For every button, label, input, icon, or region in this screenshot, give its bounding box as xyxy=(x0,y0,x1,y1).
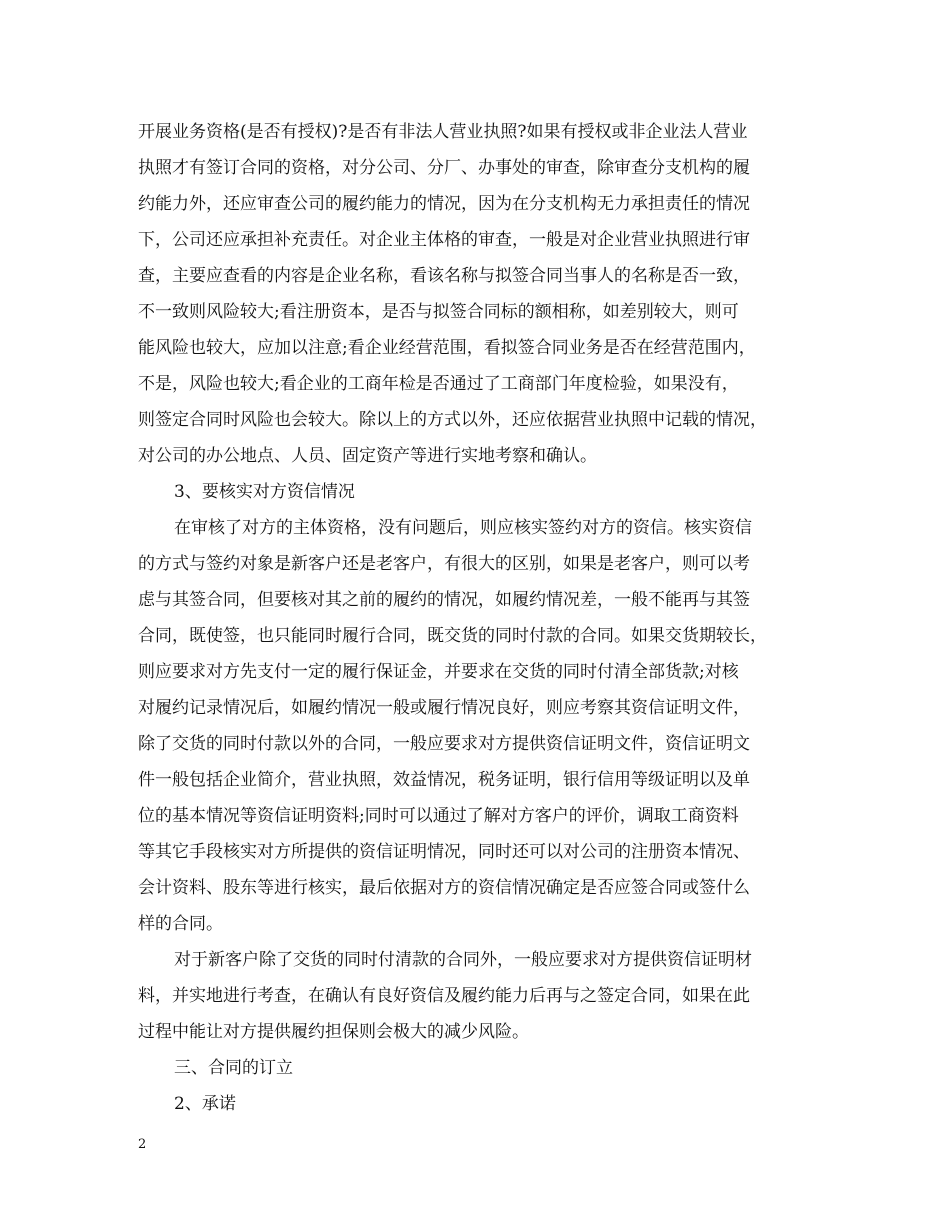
paragraph-line: 位的基本情况等资信证明资料;同时可以通过了解对方客户的评价，调取工商资料 xyxy=(138,806,739,826)
paragraph-line: 对于新客户除了交货的同时付清款的合同外，一般应要求对方提供资信证明材 xyxy=(174,950,752,970)
paragraph-line: 除了交货的同时付款以外的合同，一般应要求对方提供资信证明文件，资信证明文 xyxy=(138,734,750,754)
section-heading: 3、要核实对方资信情况 xyxy=(174,482,355,502)
paragraph-line: 对履约记录情况后，如履约情况一般或履行情况良好，则应考察其资信证明文件， xyxy=(138,698,750,718)
paragraph-line: 样的合同。 xyxy=(138,914,223,934)
page-number: 2 xyxy=(138,1137,147,1152)
paragraph-line: 约能力外，还应审查公司的履约能力的情况，因为在分支机构无力承担责任的情况 xyxy=(138,194,750,214)
section-heading: 三、合同的订立 xyxy=(174,1058,293,1078)
paragraph-line: 料，并实地进行考查，在确认有良好资信及履约能力后再与之签定合同，如果在此 xyxy=(138,986,750,1006)
paragraph-line: 则应要求对方先支付一定的履行保证金，并要求在交货的同时付清全部货款;对核 xyxy=(138,662,739,682)
paragraph-line: 则签定合同时风险也会较大。除以上的方式以外，还应依据营业执照中记载的情况， xyxy=(138,410,767,430)
paragraph-line: 下，公司还应承担补充责任。对企业主体格的审查，一般是对企业营业执照进行审 xyxy=(138,230,750,250)
paragraph-line: 不是，风险也较大;看企业的工商年检是否通过了工商部门年度检验，如果没有， xyxy=(138,374,739,394)
paragraph-line: 执照才有签订合同的资格，对分公司、分厂、办事处的审查，除审查分支机构的履 xyxy=(138,158,750,178)
paragraph-line: 过程中能让对方提供履约担保则会极大的减少风险。 xyxy=(138,1022,529,1042)
paragraph-line: 在审核了对方的主体资格，没有问题后，则应核实签约对方的资信。核实资信 xyxy=(174,518,752,538)
paragraph-line: 开展业务资格(是否有授权)?是否有非法人营业执照?如果有授权或非企业法人营业 xyxy=(138,122,748,142)
document-body xyxy=(138,114,828,1122)
paragraph-line: 对公司的办公地点、人员、固定资产等进行实地考察和确认。 xyxy=(138,446,597,466)
paragraph-line: 能风险也较大，应加以注意;看企业经营范围，看拟签合同业务是否在经营范围内， xyxy=(138,338,756,358)
section-heading: 2、承诺 xyxy=(174,1094,236,1114)
paragraph-line: 会计资料、股东等进行核实，最后依据对方的资信情况确定是否应签合同或签什么 xyxy=(138,878,750,898)
paragraph-line: 不一致则风险较大;看注册资本，是否与拟签合同标的额相称，如差别较大，则可 xyxy=(138,302,739,322)
paragraph-line: 虑与其签合同，但要核对其之前的履约的情况，如履约情况差，一般不能再与其签 xyxy=(138,590,750,610)
body-paragraph xyxy=(138,942,828,1050)
paragraph-line: 的方式与签约对象是新客户还是老客户，有很大的区别，如果是老客户，则可以考 xyxy=(138,554,750,574)
paragraph-line: 查，主要应查看的内容是企业名称，看该名称与拟签合同当事人的名称是否一致， xyxy=(138,266,750,286)
paragraph-line: 件一般包括企业简介，营业执照，效益情况，税务证明，银行信用等级证明以及单 xyxy=(138,770,750,790)
paragraph-line: 合同，既使签，也只能同时履行合同，既交货的同时付款的合同。如果交货期较长， xyxy=(138,626,767,646)
body-paragraph xyxy=(138,510,828,942)
paragraph-line: 等其它手段核实对方所提供的资信证明情况，同时还可以对公司的注册资本情况、 xyxy=(138,842,750,862)
body-paragraph xyxy=(138,114,828,474)
